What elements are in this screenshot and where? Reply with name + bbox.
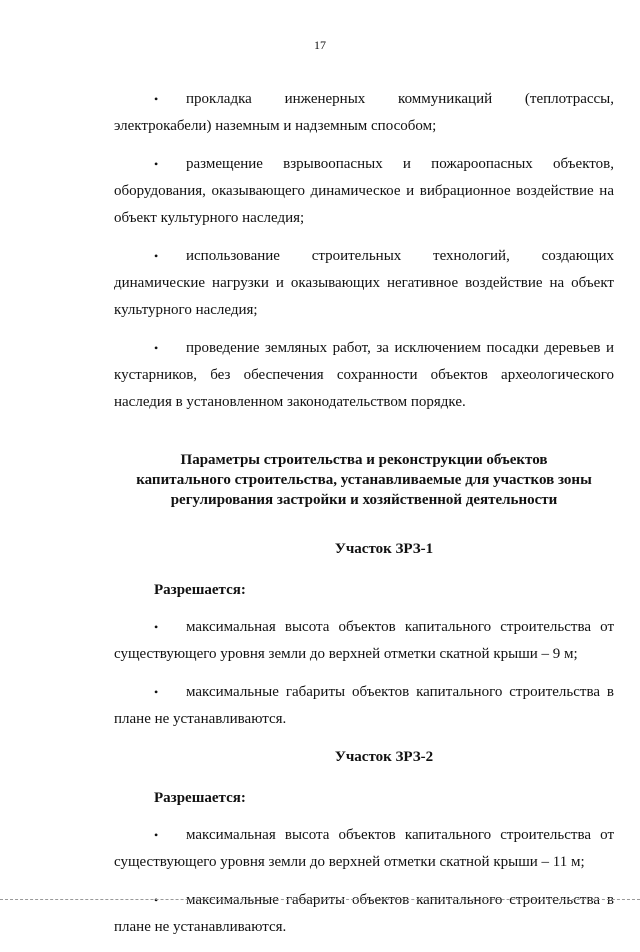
list-item [114, 822, 614, 876]
list-item [114, 335, 614, 416]
bullet-icon: • [154, 92, 159, 106]
page-content [114, 86, 614, 952]
list-item-text: максимальная высота объектов капитального строительства от существующего уровня земли до верхней отметки скатной крыши – 11 м; [114, 827, 614, 870]
page-number: 17 [314, 38, 326, 52]
list-item [114, 679, 614, 733]
list-item [114, 614, 614, 668]
list-item [114, 887, 614, 941]
section-title-line: Параметры строительства и реконструкции объектов [180, 452, 548, 468]
bullet-icon: • [154, 249, 159, 263]
site-title: Участок ЗРЗ-1 [334, 541, 434, 557]
site-zrz-1 [114, 536, 614, 733]
list-item-text: максимальная высота объектов капитального строительства от существующего уровня земли до верхней отметки скатной крыши – 9 м; [114, 619, 614, 662]
list-item [114, 151, 614, 232]
list-item [114, 243, 614, 324]
list-item [114, 86, 614, 140]
section-title [114, 450, 614, 510]
list-item-text: проведение земляных работ, за исключением посадки деревьев и кустарников, без обеспечения сохранности объектов археологического наследия в установленном законодательством порядке. [114, 340, 614, 410]
prohibited-list [114, 86, 614, 416]
bullet-icon: • [154, 893, 159, 907]
list-item-text: максимальные габариты объектов капитального строительства в плане не устанавливаются. [114, 684, 614, 727]
bullet-icon: • [154, 620, 159, 634]
allowed-label: Разрешается: [154, 790, 246, 806]
section-title-line: регулирования застройки и хозяйственной деятельности [170, 492, 558, 508]
list-item-text: максимальные габариты объектов капитального строительства в плане не устанавливаются. [114, 892, 614, 935]
bullet-icon: • [154, 157, 159, 171]
site-zrz-2 [114, 744, 614, 941]
site-title: Участок ЗРЗ-2 [334, 749, 434, 765]
bullet-icon: • [154, 685, 159, 699]
bullet-icon: • [154, 341, 159, 355]
list-item-text: использование строительных технологий, создающих динамические нагрузки и оказывающих негативное воздействие на объект культурного наследия; [114, 248, 614, 318]
bullet-icon: • [154, 828, 159, 842]
footer-divider [0, 899, 640, 902]
section-title-line: капитального строительства, устанавливаемые для участков зоны [136, 472, 592, 488]
allowed-label: Разрешается: [154, 582, 246, 598]
list-item-text: размещение взрывоопасных и пожароопасных объектов, оборудования, оказывающего динамическое и вибрационное воздействие на объект культурного наследия; [114, 156, 614, 226]
list-item-text: прокладка инженерных коммуникаций (теплотрассы, электрокабели) наземным и надземным способом; [114, 91, 614, 134]
